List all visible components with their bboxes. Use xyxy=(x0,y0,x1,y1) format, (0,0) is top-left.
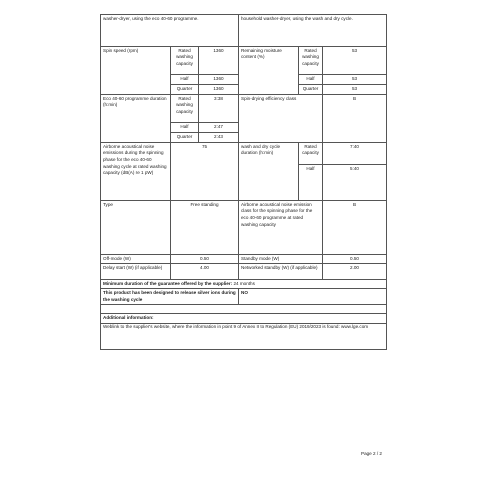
guarantee-label: Minimum duration of the guarantee offered by the supplier: xyxy=(103,280,233,286)
table-row xyxy=(101,15,387,47)
eco-duration-sub-half: Half xyxy=(171,123,199,133)
eco-duration-sub-quarter: Quarter xyxy=(171,133,199,143)
row-label-right: household washer-dryer, using the wash and dry cycle. xyxy=(239,15,387,47)
moisture-sub-quarter: Quarter xyxy=(299,85,323,95)
table-row xyxy=(101,264,387,280)
standby-mode-label: Standby mode (W) xyxy=(239,255,323,264)
table-row xyxy=(101,305,387,314)
moisture-label: Remaining moisture content (%) xyxy=(239,47,299,95)
silver-ions-label: This product has been designed to release silver ions during the washing cycle xyxy=(101,289,239,305)
spin-speed-label: Spin speed (rpm) xyxy=(101,47,171,95)
spin-speed-value-quarter: 1360 xyxy=(199,85,239,95)
moisture-value-quarter: 53 xyxy=(323,85,387,95)
weblink-text: Weblink to the supplier's website, where the information in point 9 of Annex II to Regulation (EU) 2019/2023 is found: www.lge.com xyxy=(101,323,387,349)
delay-start-value: 4.00 xyxy=(171,264,239,280)
spin-speed-sub-rated: Rated washing capacity xyxy=(171,47,199,75)
table-row xyxy=(101,201,387,255)
noise-class-label: Airborne acoustical noise emission class for the spinning phase for the eco 40-60 programme at rated washing capacity xyxy=(239,201,323,255)
off-mode-value: 0.50 xyxy=(171,255,239,264)
table-row xyxy=(101,280,387,289)
noise-class-value: B xyxy=(323,201,387,255)
type-value: Free standing xyxy=(171,201,239,255)
networked-standby-label: Networked standby (W) (if applicable) xyxy=(239,264,323,280)
spin-speed-value-half: 1360 xyxy=(199,75,239,85)
guarantee-value: 24 months xyxy=(233,280,255,286)
type-label: Type xyxy=(101,201,171,255)
page-number: Page 2 / 2 xyxy=(361,451,382,456)
networked-standby-value: 2.00 xyxy=(323,264,387,280)
product-information-sheet-table xyxy=(100,14,387,350)
noise-emission-label: Airborne acoustical noise emissions during the spinning phase for the eco 40-60 washing cycle at rated washing capacity (dB(A) re 1 pW) xyxy=(101,143,171,201)
spin-speed-sub-quarter: Quarter xyxy=(171,85,199,95)
delay-start-label: Delay start (W) (if applicable) xyxy=(101,264,171,280)
eco-duration-label: Eco 40-60 programme duration (h:min) xyxy=(101,95,171,143)
eco-duration-sub-rated: Rated washing capacity xyxy=(171,95,199,123)
additional-info-heading: Additional information: xyxy=(101,314,387,323)
standby-mode-value: 0.50 xyxy=(323,255,387,264)
table-row xyxy=(101,314,387,323)
noise-emission-value: 75 xyxy=(171,143,239,201)
moisture-value-rated: 53 xyxy=(323,47,387,75)
table-row xyxy=(101,95,387,123)
wash-dry-value-half: 5:40 xyxy=(323,165,387,201)
wash-dry-sub-half: Half xyxy=(299,165,323,201)
moisture-sub-half: Half xyxy=(299,75,323,85)
off-mode-label: Off-mode (W) xyxy=(101,255,171,264)
spacer-row xyxy=(101,305,387,314)
spin-drying-efficiency-value: B xyxy=(323,95,387,143)
silver-ions-value: NO xyxy=(239,289,387,305)
table-row xyxy=(101,289,387,305)
table-row xyxy=(101,255,387,264)
guarantee-row xyxy=(101,280,387,289)
spin-drying-efficiency-label: Spin-drying efficiency class xyxy=(239,95,323,143)
table-row xyxy=(101,143,387,165)
table-row xyxy=(101,323,387,349)
wash-dry-sub-rated: Rated capacity xyxy=(299,143,323,165)
row-label-left: washer-dryer, using the eco 40-60 programme. xyxy=(101,15,239,47)
table-row xyxy=(101,47,387,75)
eco-duration-value-quarter: 2:43 xyxy=(199,133,239,143)
wash-dry-value-rated: 7:40 xyxy=(323,143,387,165)
wash-dry-duration-label: wash and dry cycle duration (h:min) xyxy=(239,143,299,201)
eco-duration-value-rated: 3:38 xyxy=(199,95,239,123)
moisture-value-half: 53 xyxy=(323,75,387,85)
spin-speed-sub-half: Half xyxy=(171,75,199,85)
eco-duration-value-half: 2:47 xyxy=(199,123,239,133)
moisture-sub-rated: Rated washing capacity xyxy=(299,47,323,75)
spin-speed-value-rated: 1360 xyxy=(199,47,239,75)
